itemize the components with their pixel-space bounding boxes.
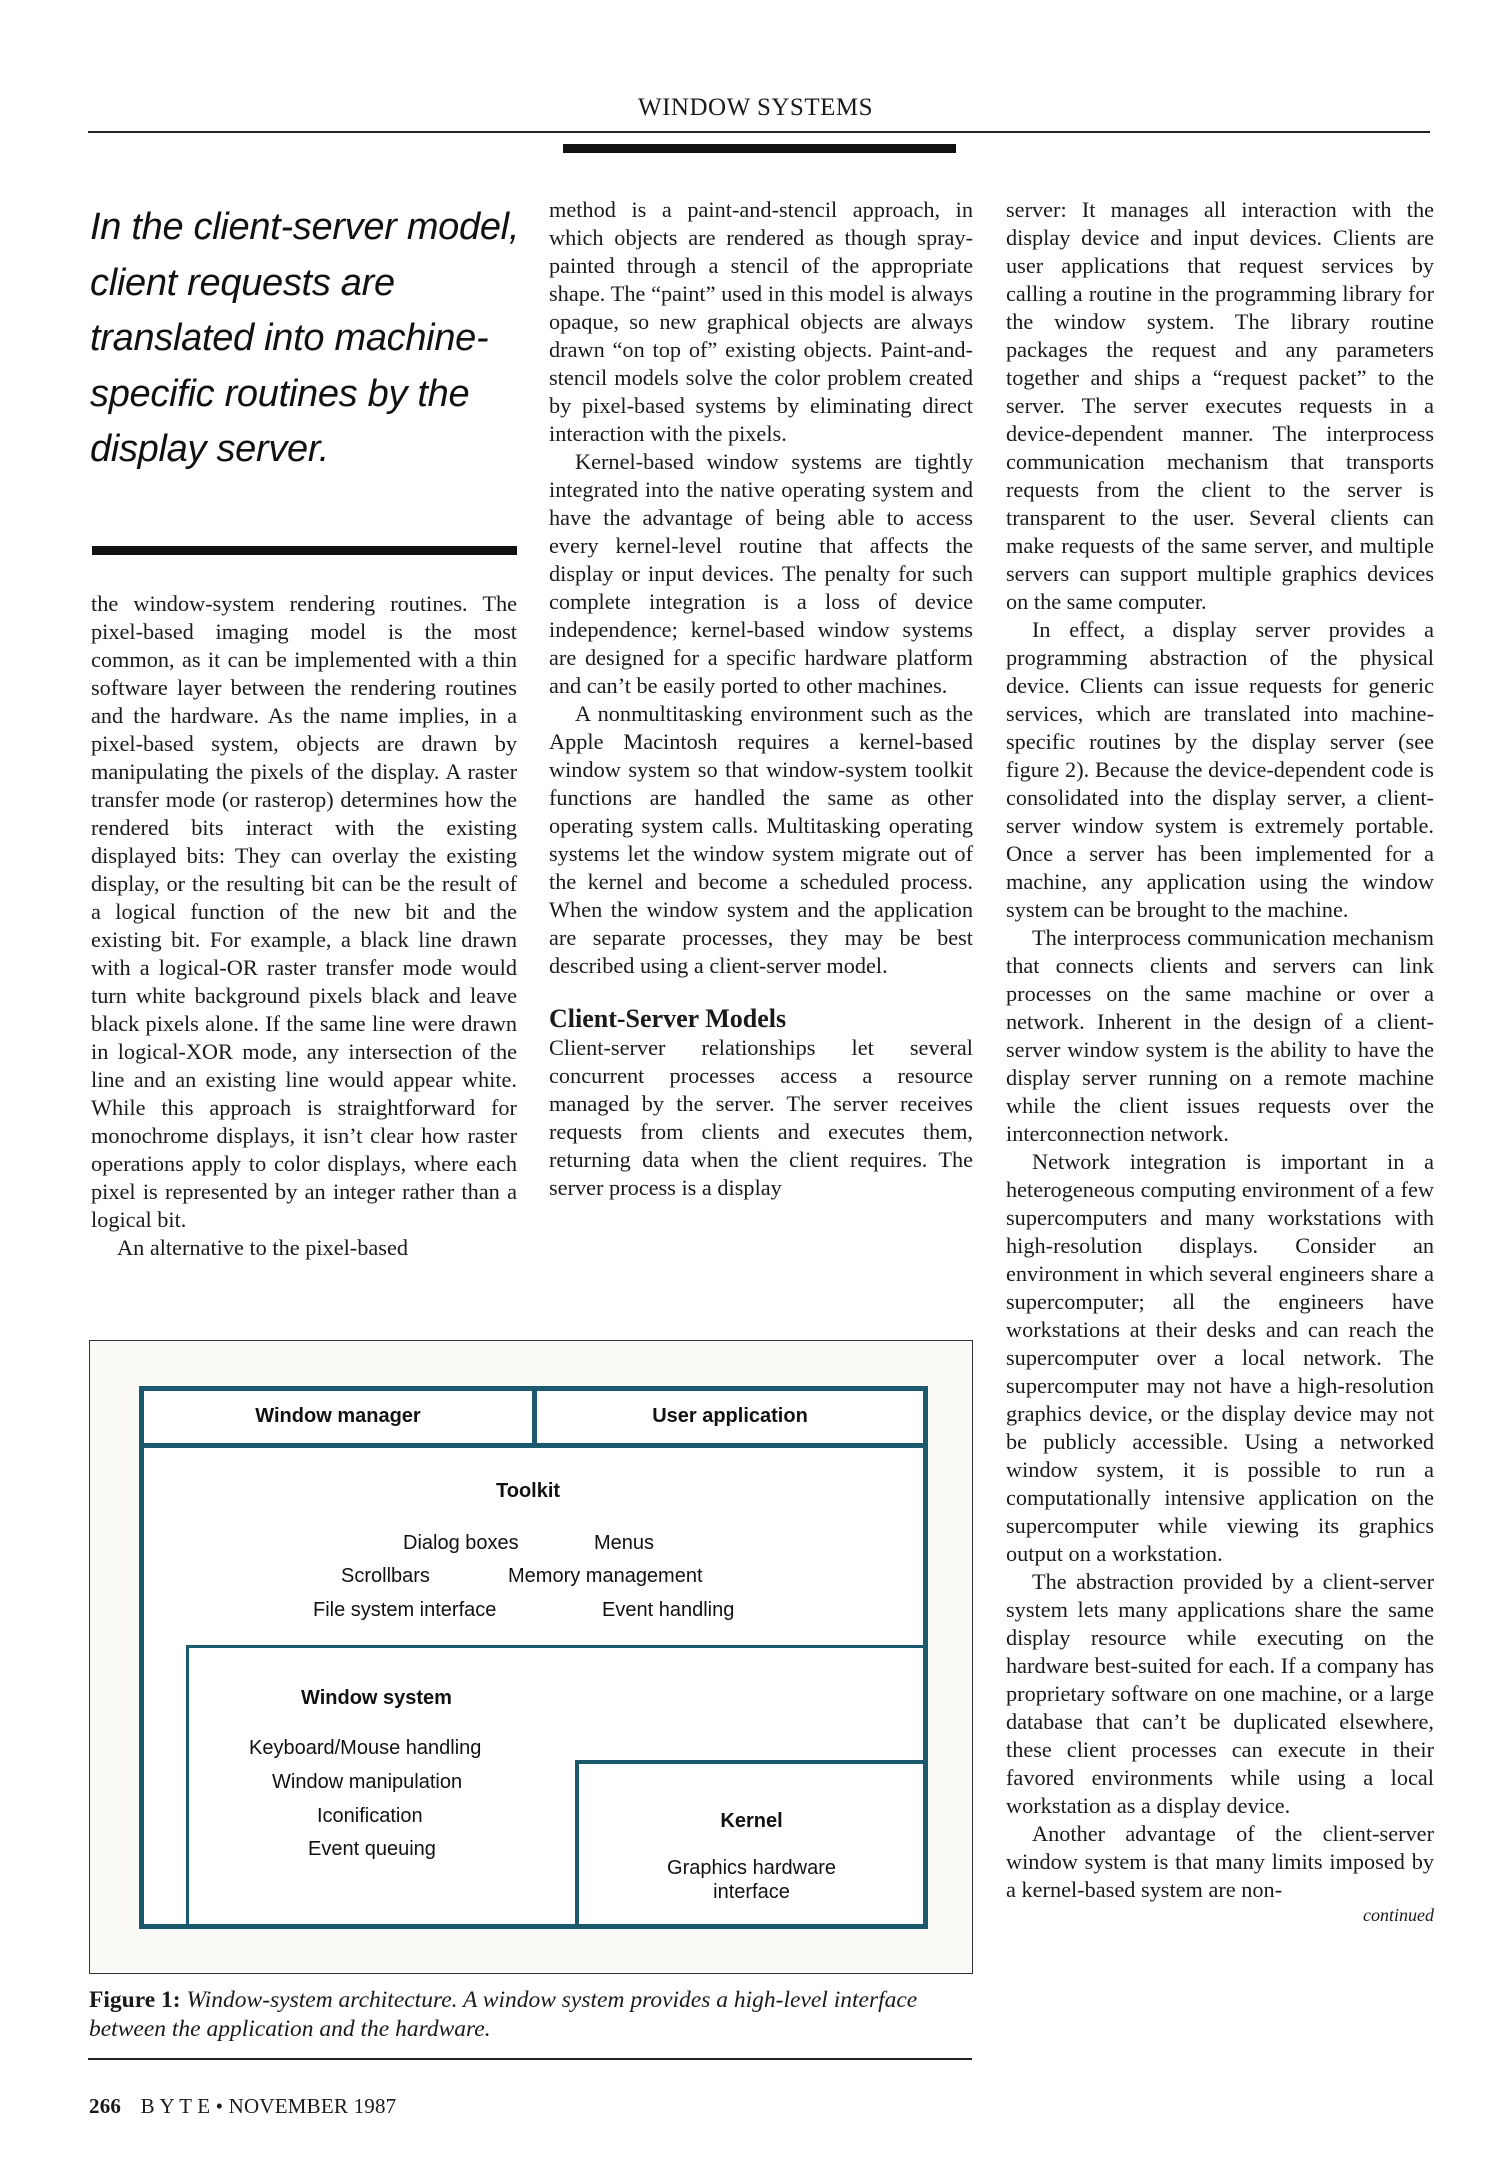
window-system-item: Iconification [317, 1805, 423, 1827]
figure-caption [89, 1986, 969, 2044]
paragraph: In effect, a display server provides a programming abstraction of the physical device. Clients can issue requests for generic services, which are translated into machine-specific routines by the display server (see figure 2). Because the device-dependent code is consolidated into the display server, a client-server window system is extremely portable. Once a server has been implemented for a machine, any application using the window system can be brought to the machine. [1006, 617, 1434, 922]
column-2 [549, 196, 973, 1202]
user-application-box [532, 1386, 928, 1448]
kernel-title: Kernel [720, 1810, 783, 1832]
user-application-label: User application [652, 1405, 808, 1427]
window-system-item: Keyboard/Mouse handling [249, 1737, 482, 1759]
continued-marker: continued [1363, 1905, 1434, 1925]
header-rule [88, 131, 1430, 133]
running-head: WINDOW SYSTEMS [637, 94, 873, 121]
paragraph: Network integration is important in a heterogeneous computing environment of a few supercomputers and many workstations with high-resolution displays. Consider an environment in which several engineers share a supercomputer; all the engineers have workstations at their desks and can reach the supercomputer over a local network. The supercomputer may not have a high-resolution graphics device, or the display device may not be publicly accessible. Using a networked window system, it is possible to run a computationally intensive application on the supercomputer while viewing its graphics output on a workstation. [1006, 1149, 1434, 1566]
toolkit-item: Scrollbars [341, 1565, 430, 1587]
architecture-diagram [139, 1386, 928, 1929]
column-1 [91, 590, 517, 1262]
window-system-item: Window manipulation [272, 1771, 463, 1793]
publication-line: B Y T E • NOVEMBER 1987 [140, 2094, 397, 2118]
figure-caption-text: Window-system architecture. A window system provides a high-level interface between the application and the hardware. [89, 1987, 918, 2042]
paragraph: method is a paint-and-stencil approach, in which objects are rendered as though spray-painted through a stencil of the appropriate shape. The “paint” used in this model is always opaque, so new graphical objects are always drawn “on top of” existing objects. Paint-and-stencil models solve the color problem created by pixel-based systems by eliminating direct interaction with the pixels. [549, 197, 973, 446]
toolkit-item: Menus [594, 1532, 655, 1554]
toolkit-item: Event handling [602, 1599, 735, 1621]
toolkit-item: Dialog boxes [403, 1532, 519, 1554]
footer-rule [88, 2058, 972, 2060]
paragraph: Another advantage of the client-server window system is that many limits imposed by a kernel-based system are non- [1006, 1821, 1434, 1902]
paragraph: Client-server relationships let several concurrent processes access a resource managed by the server. The server receives requests from clients and executes them, returning data when the client requires. The server process is a display [549, 1035, 973, 1200]
paragraph: The abstraction provided by a client-server system lets many applications share the same display resource while executing on the hardware best-suited for each. If a company has proprietary software on one machine, or a large database that can’t be duplicated elsewhere, these client processes can execute in their favored environments while using a local workstation as a display device. [1006, 1569, 1434, 1818]
pull-quote: In the client-server model, client requests are translated into machine-specific routines by the display server. [90, 206, 520, 470]
page-number: 266 [89, 2094, 122, 2118]
kernel-item: interface [713, 1881, 790, 1903]
window-manager-label: Window manager [255, 1405, 421, 1427]
paragraph: An alternative to the pixel-based [117, 1235, 408, 1260]
column-3 [1006, 196, 1434, 1926]
window-system-item: Event queuing [308, 1838, 436, 1860]
kernel-item: Graphics hardware [667, 1857, 836, 1879]
window-manager-box [139, 1386, 537, 1448]
pull-quote-bar [92, 546, 517, 555]
header-bar [563, 144, 956, 153]
paragraph: The interprocess communication mechanism that connects clients and servers can link processes on the same machine or over a network. Inherent in the design of a client-server window system is the ability to have the display server running on a remote machine while the client issues requests over the interconnection network. [1006, 925, 1434, 1146]
toolkit-item: File system interface [313, 1599, 497, 1621]
figure-label: Figure 1: [89, 1987, 181, 2013]
folio [89, 2094, 396, 2119]
section-heading: Client-Server Models [549, 1004, 787, 1033]
toolkit-item: Memory management [508, 1565, 703, 1587]
window-system-title: Window system [301, 1687, 452, 1709]
paragraph: A nonmultitasking environment such as the Apple Macintosh requires a kernel-based window system so that window-system toolkit functions are handled the same as other operating system calls. Multitasking operating systems let the window system migrate out of the kernel and become a scheduled process. When the window system and the application are separate processes, they may be best described using a client-server model. [549, 701, 973, 978]
paragraph: Kernel-based window systems are tightly integrated into the native operating system and have the advantage of being able to access every kernel-level routine that affects the display or input devices. The penalty for such complete integration is a loss of device independence; kernel-based window systems are designed for a specific hardware platform and can’t be easily ported to other machines. [549, 449, 973, 698]
paragraph: server: It manages all interaction with the display device and input devices. Clients are user applications that request services by calling a routine in the programming library for the window system. The library routine packages the request and any parameters together and ships a “request packet” to the server. The server executes requests in a device-dependent manner. The interprocess communication mechanism that transports requests from the client to the server is transparent to the user. Several clients can make requests of the same server, and multiple servers can support multiple graphics devices on the same computer. [1006, 197, 1434, 614]
toolkit-title: Toolkit [496, 1480, 561, 1502]
paragraph: the window-system rendering routines. The pixel-based imaging model is the most common, as it can be implemented with a thin software layer between the rendering routines and the hardware. As the name implies, in a pixel-based system, objects are drawn by manipulating the pixels of the display. A raster transfer mode (or rasterop) determines how the rendered bits interact with the existing displayed bits: They can overlay the existing display, or the resulting bit can be the result of a logical function of the new bit and the existing bit. For example, a black line drawn with a logical-OR raster transfer mode would turn white background pixels black and leave black pixels alone. If the same line were drawn in logical-XOR mode, any intersection of the line and an existing line would appear white. While this approach is straightforward for monochrome displays, it isn’t clear how raster operations apply to color displays, where each pixel is represented by an integer rather than a logical bit. [91, 591, 517, 1232]
